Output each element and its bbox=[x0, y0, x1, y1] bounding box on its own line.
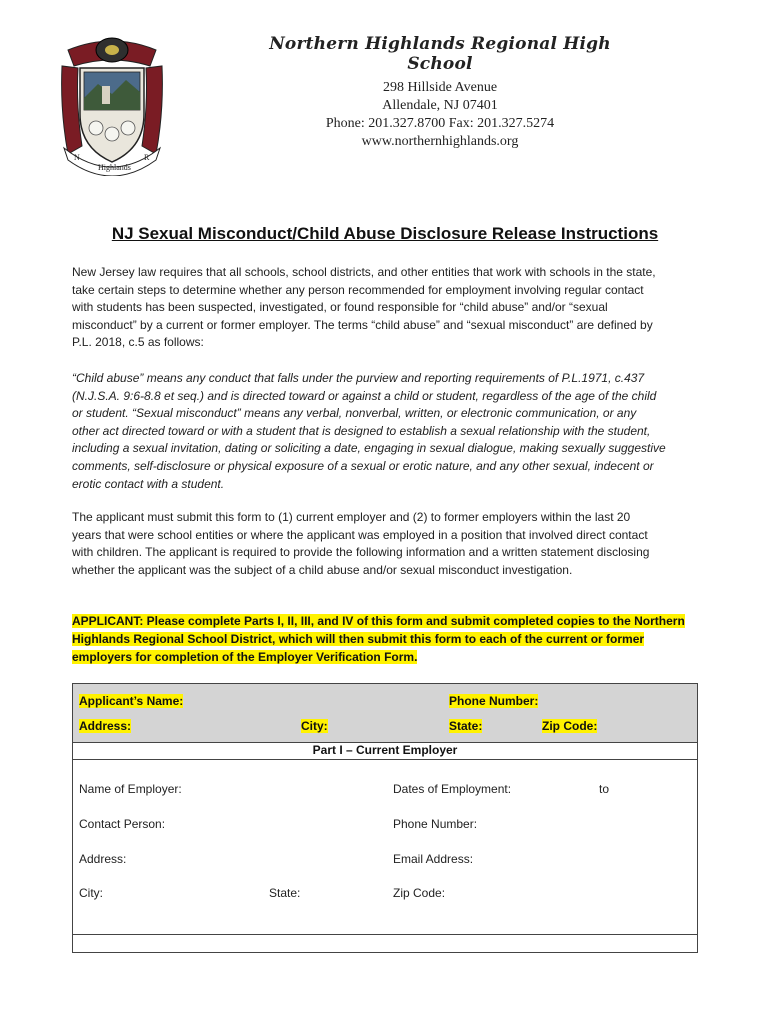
intro-line: New Jersey law requires that all schools, school districts, and other entities that work with schools in the state, bbox=[72, 265, 656, 279]
submission-line: with children. The applicant is required to provide the following information and a written statement disclosing bbox=[72, 545, 650, 560]
applicant-phone-field[interactable]: Phone Number: bbox=[449, 694, 539, 708]
employer-state-field[interactable]: State: bbox=[269, 886, 301, 900]
city-address: Allendale, NJ 07401 bbox=[382, 98, 498, 113]
intro-line: take certain steps to determine whether any person recommended for employment involving regular contact bbox=[72, 282, 644, 297]
employer-email-field[interactable]: Email Address: bbox=[393, 852, 474, 866]
street-address: 298 Hillside Avenue bbox=[382, 80, 498, 95]
applicant-zip-field[interactable]: Zip Code: bbox=[542, 719, 598, 733]
applicant-note-line: Highlands Regional School District, which will then submit this form to each of the current or former bbox=[72, 632, 645, 646]
definition-line: “Child abuse” means any conduct that falls under the purview and reporting requirements of P.L.1971, c.437 bbox=[72, 371, 645, 385]
applicant-city-field[interactable]: City: bbox=[301, 719, 328, 733]
definition-line: or student. “Sexual misconduct” means any verbal, nonverbal, written, or electronic communication, or any bbox=[72, 406, 637, 421]
submission-line: years that were school entities or where the applicant was employed in a position that involved direct contact bbox=[72, 527, 648, 542]
applicant-instructions bbox=[72, 612, 702, 666]
divider bbox=[73, 934, 697, 935]
letterhead bbox=[262, 34, 618, 151]
crest-motto-right: R bbox=[144, 153, 150, 162]
applicant-info-section bbox=[73, 684, 697, 743]
employer-address-field[interactable]: Address: bbox=[79, 852, 127, 866]
part-1-title: Part I – Current Employer bbox=[312, 743, 458, 757]
disclosure-form bbox=[72, 683, 698, 953]
employer-phone-field[interactable]: Phone Number: bbox=[393, 817, 478, 831]
school-crest-logo bbox=[58, 36, 166, 176]
definition-line: including a sexual invitation, dating or soliciting a date, engaging in sexual dialogue, making sexually suggestive bbox=[72, 441, 666, 456]
page-title: NJ Sexual Misconduct/Child Abuse Disclosure Release Instructions bbox=[111, 224, 659, 243]
website-link[interactable]: www.northernhighlands.org bbox=[361, 134, 519, 149]
applicant-state-field[interactable]: State: bbox=[449, 719, 483, 733]
definition-line: erotic contact with a student. bbox=[72, 476, 225, 491]
school-name: Northern Highlands Regional High School bbox=[269, 34, 611, 74]
employer-name-field[interactable]: Name of Employer: bbox=[79, 782, 182, 796]
applicant-address-field[interactable]: Address: bbox=[79, 719, 132, 733]
applicant-note-line: APPLICANT: Please complete Parts I, II, III, and IV of this form and submit completed copies to the Northern bbox=[72, 614, 685, 628]
intro-paragraph bbox=[72, 264, 702, 352]
employment-dates-field[interactable]: Dates of Employment: bbox=[393, 782, 512, 796]
intro-line: with students has been suspected, investigated, or found responsible for “child abuse” and/or “sexual bbox=[72, 300, 608, 315]
definition-paragraph bbox=[72, 370, 702, 493]
submission-line: The applicant must submit this form to (1) current employer and (2) to former employers within the last 20 bbox=[72, 510, 631, 524]
phone-fax: Phone: 201.327.8700 Fax: 201.327.5274 bbox=[325, 116, 555, 131]
intro-line: misconduct” by a current or former employer. The terms “child abuse” and “sexual misconduct” are defined by bbox=[72, 317, 653, 332]
intro-line: P.L. 2018, c.5 as follows: bbox=[72, 335, 204, 350]
crest-motto-left: N bbox=[74, 153, 80, 162]
employer-city-field[interactable]: City: bbox=[79, 886, 103, 900]
employment-dates-to: to bbox=[599, 782, 610, 796]
definition-line: comments, self-disclosure or physical exposure of a sexual or erotic nature, and any other sexual, indecent or bbox=[72, 458, 654, 473]
contact-person-field[interactable]: Contact Person: bbox=[79, 817, 166, 831]
submission-paragraph bbox=[72, 509, 702, 579]
applicant-note-line: employers for completion of the Employer Verification Form. bbox=[72, 650, 418, 664]
definition-line: (N.J.S.A. 9:6-8.8 et seq.) and is directed toward or against a child or student, regardless of the age of the child bbox=[72, 388, 657, 403]
divider bbox=[73, 759, 697, 760]
applicant-name-field[interactable]: Applicant’s Name: bbox=[79, 694, 184, 708]
definition-line: other act directed toward or with a student that is designed to establish a sexual relationship with the student, bbox=[72, 423, 651, 438]
employer-zip-field[interactable]: Zip Code: bbox=[393, 886, 446, 900]
crest-motto-mid: Highlands bbox=[98, 163, 131, 172]
submission-line: whether the applicant was the subject of a child abuse and/or sexual misconduct investigation. bbox=[72, 562, 573, 577]
